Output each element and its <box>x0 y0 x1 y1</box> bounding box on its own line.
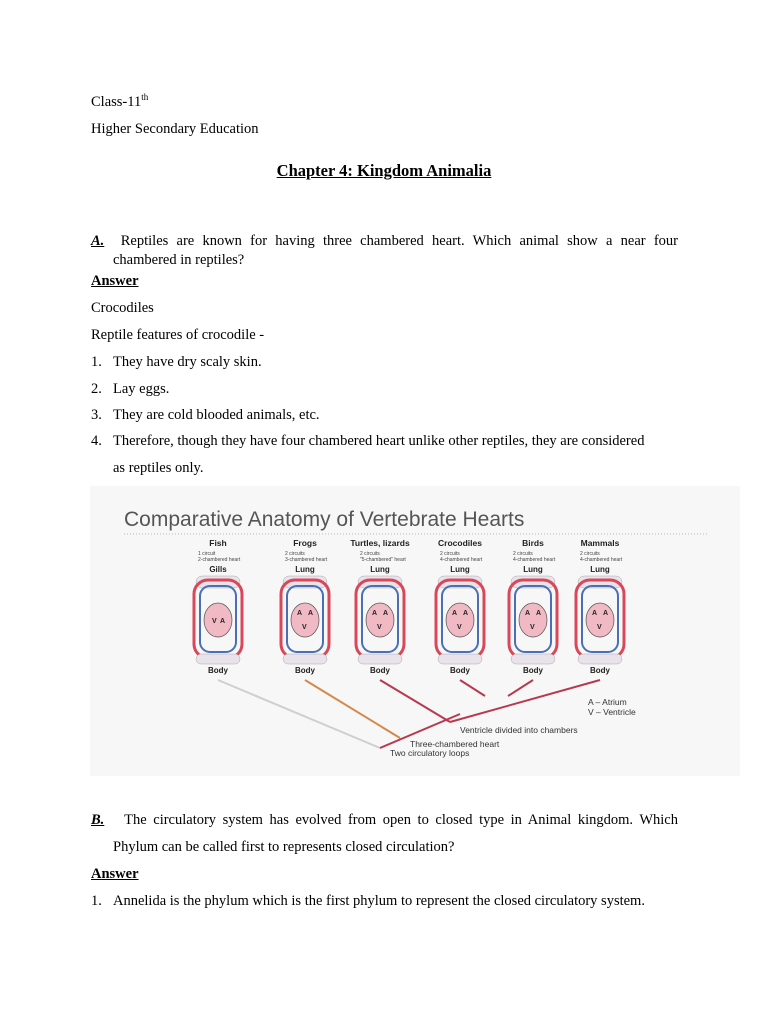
animal-heart-type: 4-chambered heart <box>580 557 623 563</box>
question-a-line2: chambered in reptiles? <box>113 252 245 268</box>
legend-ventricle: V – Ventricle <box>588 707 636 717</box>
answer-a-label: Answer <box>91 273 139 289</box>
animal-circuits: 2 circuits <box>440 551 460 557</box>
list-item-text: Lay eggs. <box>113 381 170 397</box>
question-a-label: A. <box>91 233 105 249</box>
animal-heart-type: 2-chambered heart <box>198 557 241 563</box>
list-item-text: They have dry scaly skin. <box>113 354 262 370</box>
ventricle-letter: V <box>302 624 307 631</box>
answer-a-text: Crocodiles <box>91 300 154 316</box>
ventricle-letter: V <box>457 624 462 631</box>
atrium-letter: A <box>372 610 378 617</box>
animal-organ-label: Lung <box>523 565 543 574</box>
capillary-bed-bottom <box>438 654 482 664</box>
atrium-letter: A <box>297 610 303 617</box>
animal-circuits: 2 circuits <box>580 551 600 557</box>
animal-organ-label: Lung <box>370 565 390 574</box>
animal-name: Turtles, lizards <box>350 538 410 548</box>
heart-shape <box>446 603 474 637</box>
animal-body-label: Body <box>208 666 228 675</box>
question-b-line1: B. The circulatory system has evolved from open to closed type in Animal kingdom. Which <box>91 812 678 828</box>
branch-fish <box>218 680 380 748</box>
atrium-letter: A <box>603 610 609 617</box>
animal-heart-type: 4-chambered heart <box>440 557 483 563</box>
animal-name: Fish <box>209 538 227 548</box>
animal-body-label: Body <box>370 666 390 675</box>
ventricle-letter: V <box>597 624 602 631</box>
atrium-letter: A <box>452 610 458 617</box>
list-item-text: Therefore, though they have four chambered heart unlike other reptiles, they are considered <box>113 433 645 449</box>
atrium-letter: A <box>308 610 314 617</box>
heart-shape <box>204 603 232 637</box>
list-item-num: 2. <box>91 381 102 397</box>
list-item-continuation: as reptiles only. <box>113 460 204 476</box>
list-item-num: 1. <box>91 893 102 909</box>
animal-body-label: Body <box>295 666 315 675</box>
question-b-label: B. <box>91 812 105 828</box>
animal-heart-type: 3-chambered heart <box>285 557 328 563</box>
branch-birds <box>508 680 533 696</box>
animal-circuits: 2 circuits <box>513 551 533 557</box>
atrium-letter: A <box>463 610 469 617</box>
vertebrate-hearts-diagram <box>90 486 740 776</box>
list-item-num: 4. <box>91 433 102 449</box>
question-a-line1: A. Reptiles are known for having three chambered heart. Which animal show a near four <box>91 233 678 249</box>
animal-body-label: Body <box>590 666 610 675</box>
list-item-text: Annelida is the phylum which is the first phylum to represent the closed circulatory system. <box>113 893 645 909</box>
animal-name: Frogs <box>293 538 317 548</box>
ventricle-letter: V <box>530 624 535 631</box>
heart-shape <box>586 603 614 637</box>
capillary-bed-bottom <box>511 654 555 664</box>
atrium-letter: A <box>592 610 598 617</box>
branch-frogs <box>305 680 400 738</box>
board-label: Higher Secondary Education <box>91 121 259 137</box>
capillary-bed-bottom <box>578 654 622 664</box>
atrium-letter: A <box>525 610 531 617</box>
legend-atrium: A – Atrium <box>588 697 627 707</box>
capillary-bed-bottom <box>196 654 240 664</box>
answer-b-label: Answer <box>91 866 139 882</box>
animal-organ-label: Lung <box>450 565 470 574</box>
animal-organ-label: Lung <box>590 565 610 574</box>
atrium-letter: A <box>383 610 389 617</box>
animal-heart-type: "5-chambered" heart <box>360 557 406 563</box>
animal-circuits: 2 circuits <box>285 551 305 557</box>
capillary-bed-bottom <box>358 654 402 664</box>
label-two-loops: Two circulatory loops <box>390 748 470 758</box>
animal-body-label: Body <box>523 666 543 675</box>
label-ventricle-divided: Ventricle divided into chambers <box>460 725 578 735</box>
features-heading: Reptile features of crocodile - <box>91 327 265 343</box>
animal-name: Mammals <box>580 538 620 548</box>
animal-organ-label: Lung <box>295 565 315 574</box>
animal-heart-type: 4-chambered heart <box>513 557 556 563</box>
branch-crocodiles <box>460 680 485 696</box>
label-three-chambered: Three-chambered heart <box>410 739 500 749</box>
heart-shape <box>291 603 319 637</box>
animal-organ-label: Gills <box>209 565 227 574</box>
ventricle-letter: V <box>377 624 382 631</box>
diagram-title: Comparative Anatomy of Vertebrate Hearts <box>124 508 525 531</box>
animal-circuits: 1 circuit <box>198 551 216 557</box>
class-label: Class-11th <box>91 92 149 110</box>
list-item-text: They are cold blooded animals, etc. <box>113 407 320 423</box>
list-item-num: 1. <box>91 354 102 370</box>
branch-turtles <box>380 680 450 722</box>
animal-name: Crocodiles <box>438 538 482 548</box>
animal-name: Birds <box>522 538 544 548</box>
question-b-line2: Phylum can be called first to represents closed circulation? <box>113 839 455 855</box>
animal-body-label: Body <box>450 666 470 675</box>
animal-circuits: 2 circuits <box>360 551 380 557</box>
chapter-title: Chapter 4: Kingdom Animalia <box>276 161 492 180</box>
heart-shape <box>519 603 547 637</box>
list-item-num: 3. <box>91 407 102 423</box>
capillary-bed-bottom <box>283 654 327 664</box>
heart-shape <box>366 603 394 637</box>
atrium-letter: A <box>220 618 226 625</box>
atrium-letter: A <box>536 610 542 617</box>
ventricle-letter: V <box>212 618 217 625</box>
